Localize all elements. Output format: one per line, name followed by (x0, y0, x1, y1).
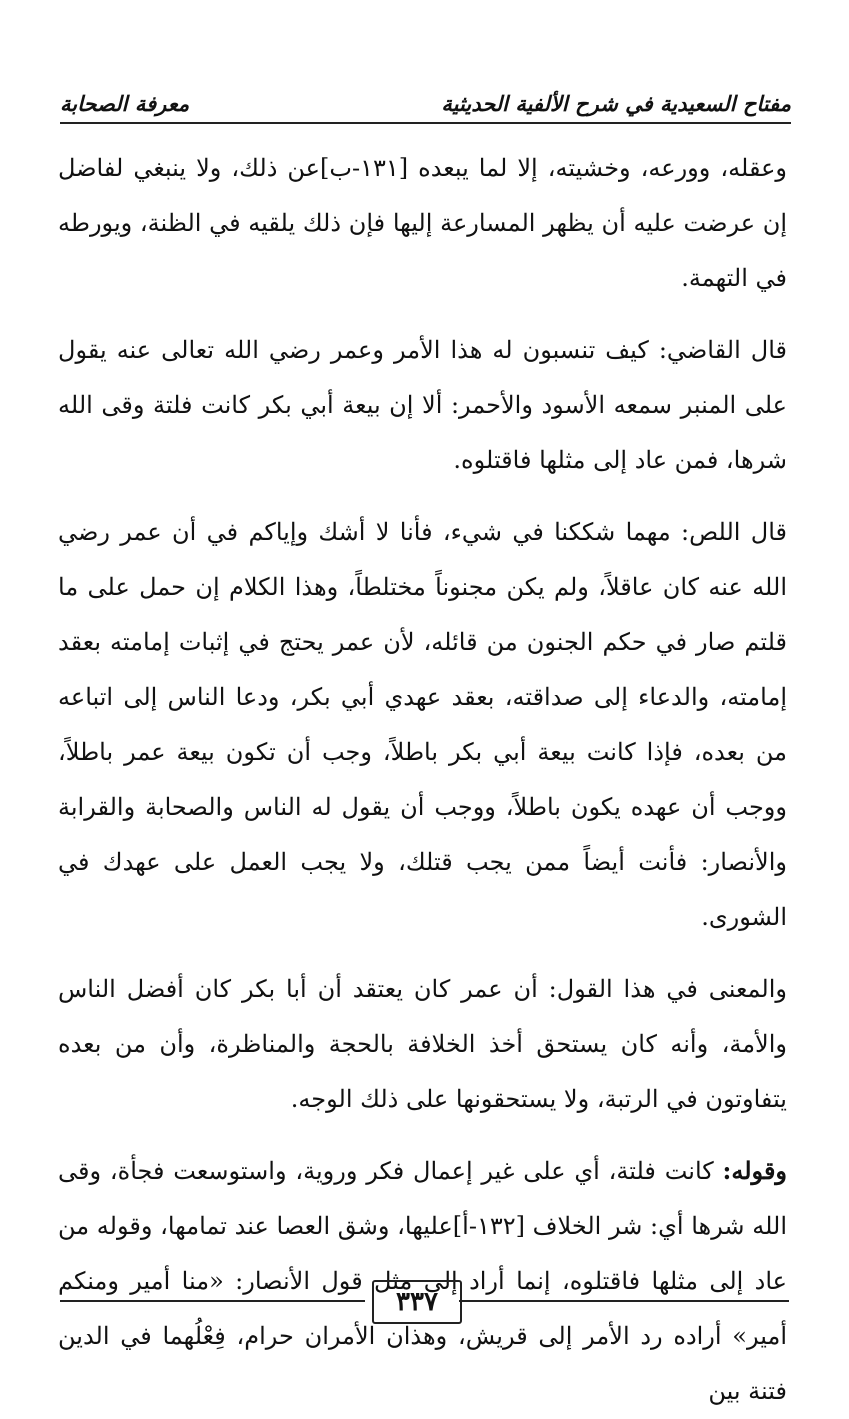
running-header (60, 86, 791, 124)
footer-rule-left (60, 1300, 365, 1302)
paragraph (58, 504, 787, 945)
paragraph-text: وعقله، وورعه، وخشيته، إلا لما يبعده [١٣١-ب]عن ذلك، ولا ينبغي لفاضل إن عرضت عليه أن يظهر المسارعة إليها فإن ذلك يلقيه في الظنة، ويورطه في التهمة. (58, 154, 787, 292)
footer-rule-right (459, 1300, 789, 1302)
main-text (58, 140, 787, 1419)
book-title: مفتاح السعيدية في شرح الألفية الحديثية (441, 91, 791, 116)
paragraph-text: كانت فلتة، أي على غير إعمال فكر وروية، واستوسعت فجأة، وقى الله شرها أي: شر الخلاف [١٣٢-أ]عليها، وشق العصا عند تمامها، وقوله من عاد إلى مثلها فاقتلوه، إنما أراد إلى مثل قول الأنصار: «منا أمير ومنكم أمير» أراده رد الأمر إلى قريش، وهذان الأمران حرام، فِعْلُهما في الدين فتنة بين (58, 1157, 788, 1405)
paragraph-lead: وقوله: (722, 1156, 787, 1185)
paragraph (58, 140, 787, 306)
paragraph-text: والمعنى في هذا القول: أن عمر كان يعتقد أن أبا بكر كان أفضل الناس والأمة، وأنه كان يستحق أخذ الخلافة بالحجة والمناظرة، وأن من بعده يتفاوتون في الرتبة، ولا يستحقونها على ذلك الوجه. (58, 975, 787, 1113)
paragraph (58, 961, 787, 1127)
page-number: ٣٣٧ (372, 1280, 462, 1324)
paragraph-text: قال القاضي: كيف تنسبون له هذا الأمر وعمر رضي الله تعالى عنه يقول على المنبر سمعه الأسود والأحمر: ألا إن بيعة أبي بكر كانت فلتة وقى الله شرها، فمن عاد إلى مثلها فاقتلوه. (58, 336, 788, 474)
paragraph-text: قال اللص: مهما شككنا في شيء، فأنا لا أشك وإياكم في أن عمر رضي الله عنه كان عاقلاً، ولم يكن مجنوناً مختلطاً، وهذا الكلام إن حمل على ما قلتم صار في حكم الجنون من قائله، لأن عمر يحتج في إثبات إمامته بعقد إمامته، والدعاء إلى صداقته، بعقد عهدي أبي بكر، ودعا الناس إلى اتباعه من بعده، فإذا كانت بيعة أبي بكر باطلاً، وجب أن تكون بيعة عمر باطلاً، ووجب أن عهده يكون باطلاً، ووجب أن يقول له الناس والصحابة والقرابة والأنصار: فأنت أيضاً ممن يجب قتلك، ولا يجب العمل على عهدك في الشورى. (58, 518, 788, 931)
page-footer (60, 1280, 789, 1322)
section-title: معرفة الصحابة (60, 91, 190, 116)
paragraph (58, 322, 787, 488)
